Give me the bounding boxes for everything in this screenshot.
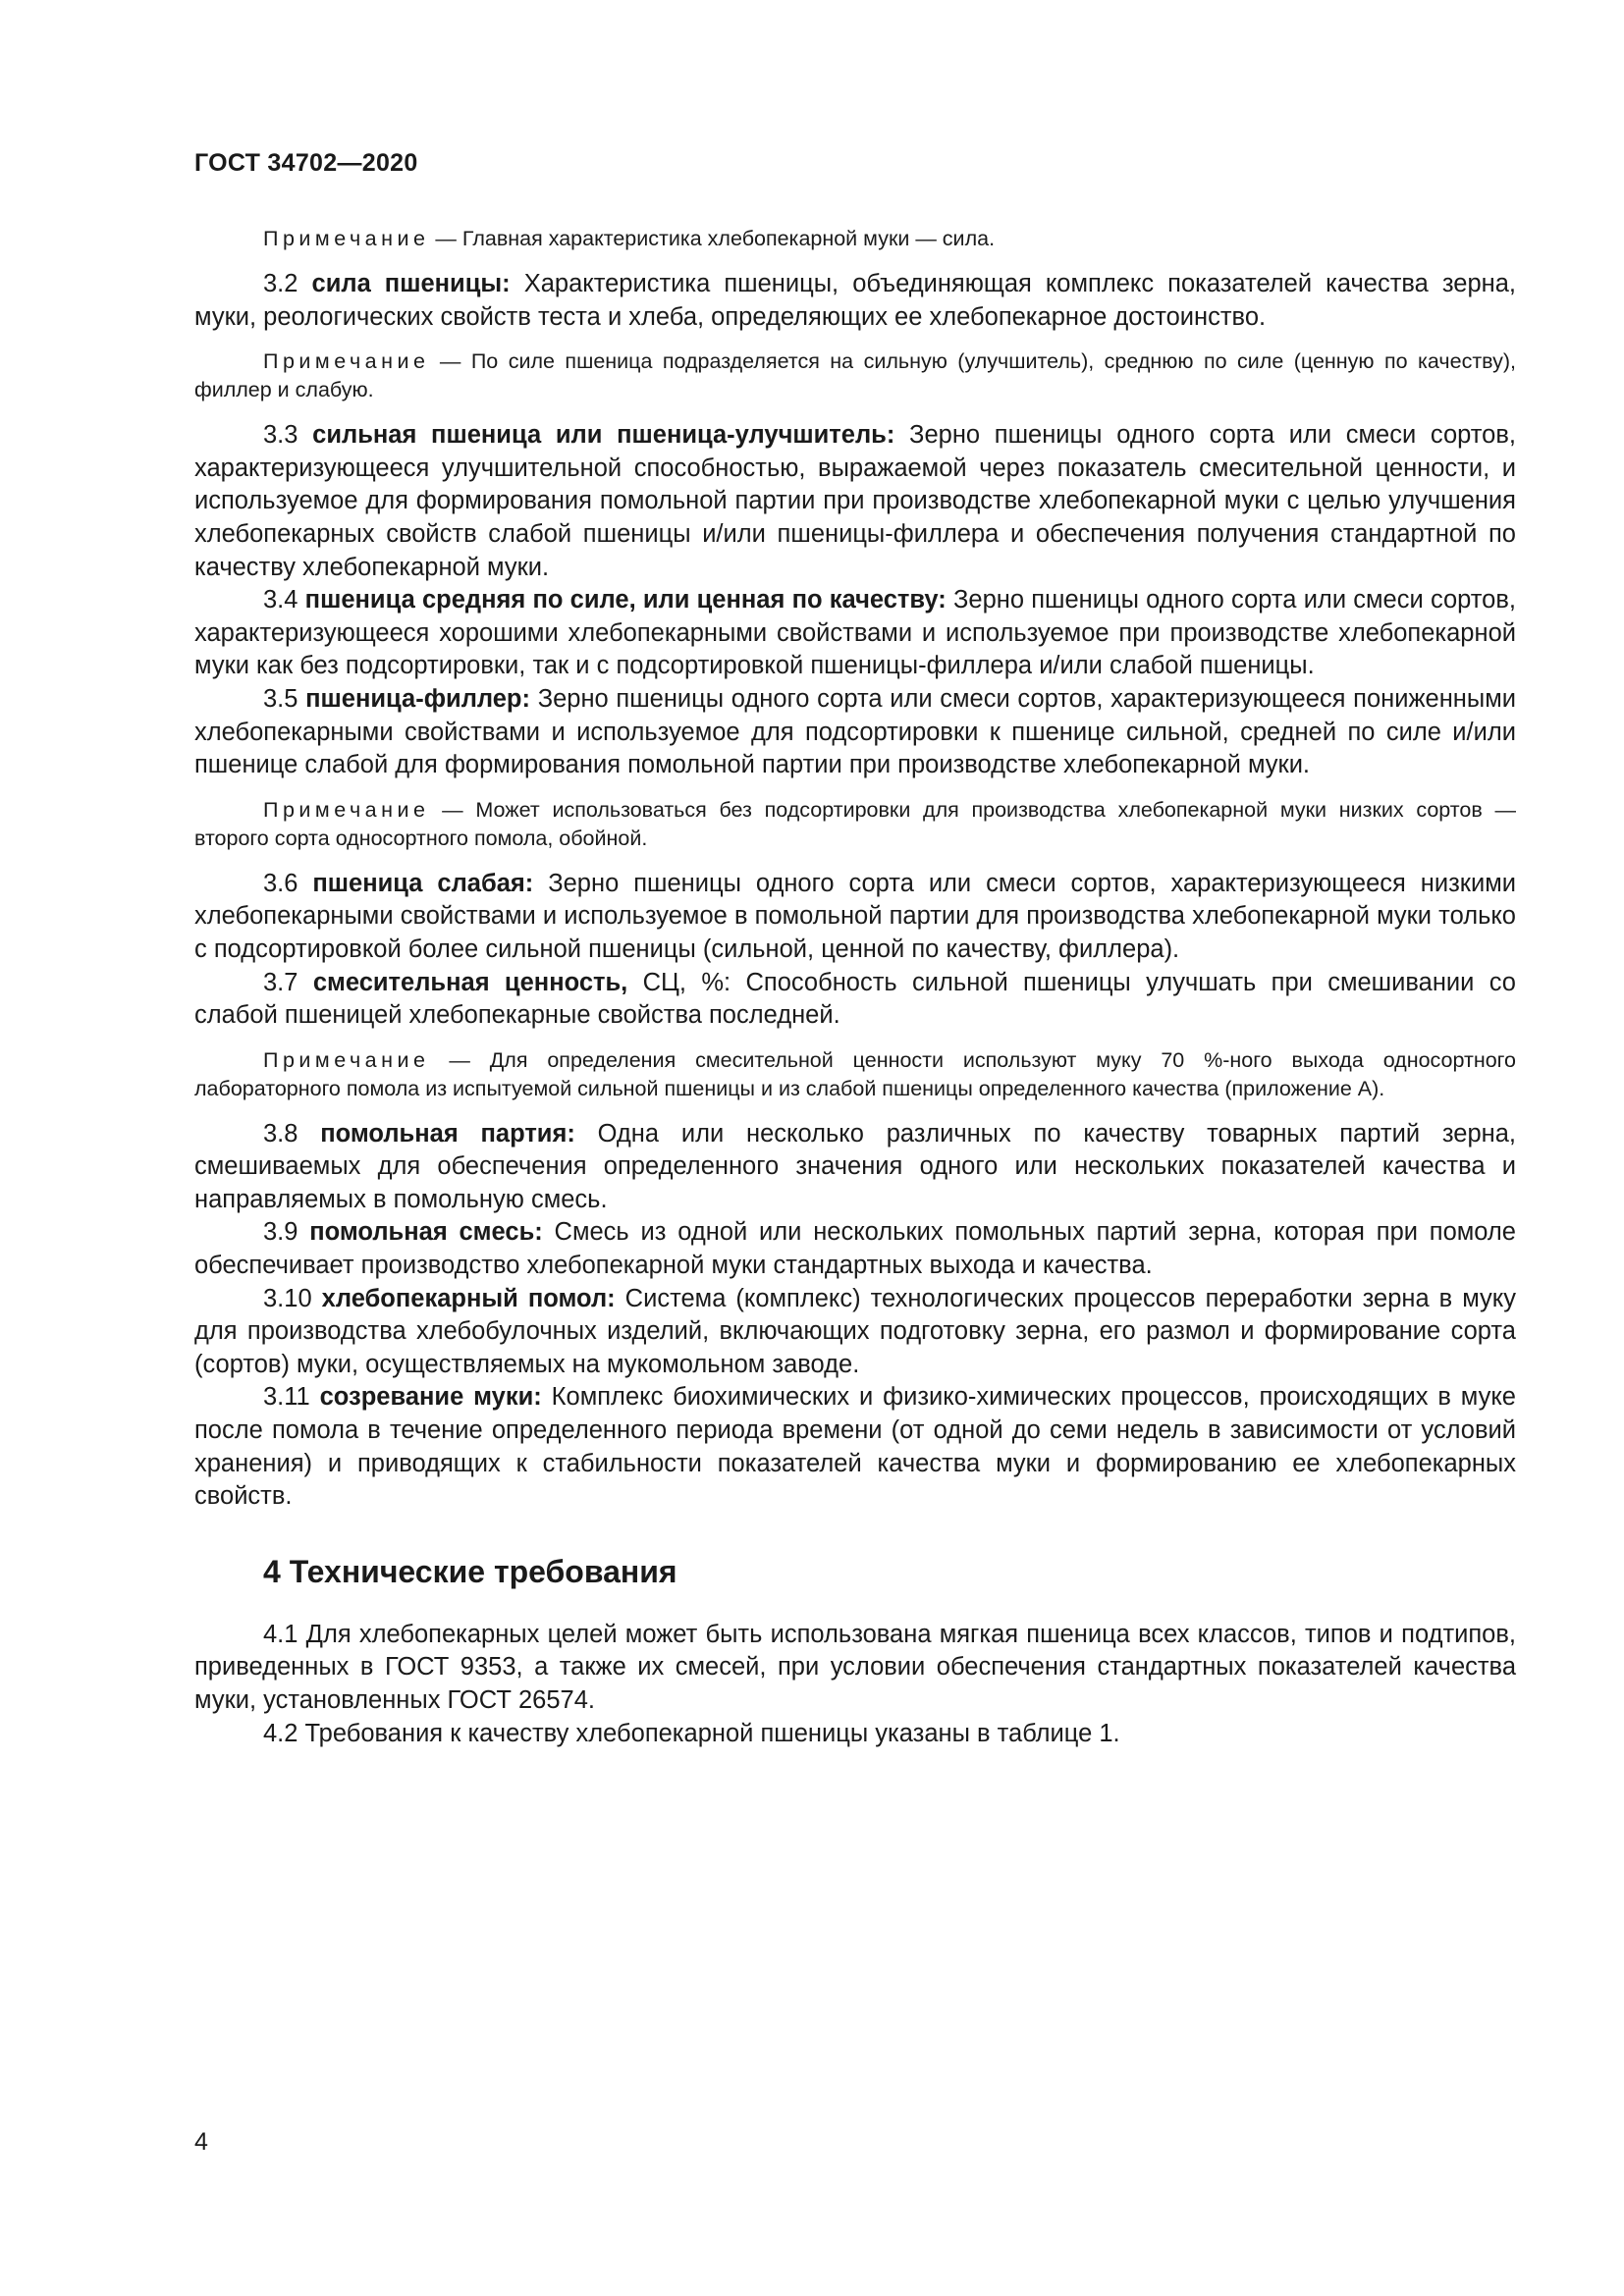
- term-name: сильная пшеница или пшеница-улучшитель:: [312, 421, 895, 450]
- term-number: 3.8: [263, 1119, 321, 1148]
- term-number: 3.3: [263, 421, 313, 450]
- clause-4-2: 4.2 Требования к качеству хлебопекарной пшеницы указаны в таблице 1.: [263, 1719, 1120, 1747]
- term-definition: Одна или несколько различных по качеству товарных партий зерна, смешиваемых для обеспечения определенного значения одного или нескольких показателей качества и направляемых в помольную смесь.: [194, 1119, 1516, 1213]
- term-name: смесительная ценность,: [312, 968, 628, 996]
- term-definition: Характеристика пшеницы, объединяющая комплекс показателей качества зерна, муки, реологических свойств теста и хлеба, определяющих ее хлебопекарное достоинство.: [194, 270, 1516, 331]
- term-3-2: [194, 268, 1516, 334]
- term-3-3: [194, 419, 1516, 584]
- term-3-9: [194, 1216, 1516, 1282]
- term-number: 3.9: [263, 1218, 310, 1247]
- term-number: 3.10: [263, 1284, 322, 1312]
- note-filler-use: [194, 796, 1516, 853]
- note-label: Примечание: [263, 1047, 430, 1072]
- note-main-characteristic: [194, 225, 1516, 253]
- term-name: хлебопекарный помол:: [321, 1284, 616, 1312]
- term-definition: Зерно пшеницы одного сорта или смеси сортов, характеризующееся хорошими хлебопекарными свойствами и используемое при производстве хлебопекарной муки как без подсортировки, так и с подсортировкой пшеницы-филлера и/или слабой пшеницы.: [194, 586, 1516, 680]
- section-heading-technical-requirements: 4 Технические требования: [263, 1553, 677, 1589]
- term-3-10: [194, 1283, 1516, 1382]
- document-code-header: ГОСТ 34702—2020: [194, 149, 418, 177]
- term-name: пшеница средняя по силе, или ценная по качеству:: [304, 586, 947, 614]
- term-name: пшеница-филлер:: [305, 684, 531, 713]
- note-label: Примечание: [263, 797, 430, 822]
- term-number: 3.11: [263, 1383, 320, 1412]
- term-definition: Смесь из одной или нескольких помольных партий зерна, которая при помоле обеспечивает производство хлебопекарной муки стандартных выхода и качества.: [194, 1218, 1516, 1280]
- term-name: помольная партия:: [320, 1119, 575, 1148]
- term-definition: Зерно пшеницы одного сорта или смеси сортов, характеризующееся улучшительной способностью, выражаемой через показатель смесительной ценности, и используемое для формирования помольной партии при производстве хлебопекарной муки с целью улучшения хлебопекарных свойств слабой пшеницы и/или пшеницы-филлера и обеспечения получения стандартной по качеству хлебопекарной муки.: [194, 421, 1516, 581]
- term-3-6: [194, 868, 1516, 967]
- term-3-8: [194, 1118, 1516, 1217]
- term-name: созревание муки:: [319, 1383, 542, 1412]
- term-number: 3.6: [263, 869, 313, 897]
- note-mixing-value: [194, 1046, 1516, 1103]
- term-number: 3.4: [263, 586, 305, 614]
- note-text: — По силе пшеница подразделяется на сильную (улучшитель), среднюю по силе (ценную по качеству), филлер и слабую.: [194, 349, 1516, 402]
- note-label: Примечание: [263, 227, 430, 250]
- note-wheat-strength: [194, 347, 1516, 404]
- term-definition: Комплекс биохимических и физико-химических процессов, происходящих в муке после помола в течение определенного периода времени (от одной до семи недель в зависимости от условий хранения) и приводящих к стабильности показателей качества муки и формированию ее хлебопекарных свойств.: [194, 1383, 1516, 1511]
- term-number: 3.7: [263, 968, 313, 996]
- term-name: пшеница слабая:: [312, 869, 534, 897]
- document-body: [194, 225, 1516, 1750]
- term-definition: Зерно пшеницы одного сорта или смеси сортов, характеризующееся низкими хлебопекарными свойствами и используемое в помольной партии для производства хлебопекарной муки только с подсортировкой более сильной пшеницы (сильной, ценной по качеству, филлера).: [194, 869, 1516, 963]
- term-name: помольная смесь:: [309, 1218, 543, 1247]
- term-definition: Система (комплекс) технологических процессов переработки зерна в муку для производства хлебобулочных изделий, включающих подготовку зерна, его размол и формирование сорта (сортов) муки, осуществляемых на мукомольном заводе.: [194, 1284, 1516, 1378]
- term-definition: СЦ, %: Способность сильной пшеницы улучшать при смешивании со слабой пшеницей хлебопекарные свойства последней.: [194, 968, 1516, 1030]
- term-number: 3.2: [263, 270, 312, 297]
- term-3-11: [194, 1381, 1516, 1513]
- note-text: — Может использоваться без подсортировки для производства хлебопекарной муки низких сортов — второго сорта односортного помола, обойной.: [194, 797, 1516, 850]
- page-number: 4: [194, 2128, 208, 2156]
- term-name: сила пшеницы:: [311, 270, 511, 297]
- note-text: — Для определения смесительной ценности используют муку 70 %-ного выхода односортного лабораторного помола из испытуемой сильной пшеницы и из слабой пшеницы определенного качества (приложение А).: [194, 1047, 1516, 1100]
- term-definition: Зерно пшеницы одного сорта или смеси сортов, характеризующееся пониженными хлебопекарными свойствами и используемое для подсортировки к пшенице сильной, средней по силе и/или пшенице слабой для формирования помольной партии при производстве хлебопекарной муки.: [194, 684, 1516, 779]
- term-number: 3.5: [263, 684, 306, 713]
- term-3-4: [194, 584, 1516, 683]
- note-label: Примечание: [263, 349, 430, 374]
- note-text: — Главная характеристика хлебопекарной муки — сила.: [429, 227, 996, 250]
- clause-4-1: 4.1 Для хлебопекарных целей может быть использована мягкая пшеница всех классов, типов и подтипов, приведенных в ГОСТ 9353, а также их смесей, при условии обеспечения стандартных показателей качества муки, установленных ГОСТ 26574.: [194, 1620, 1516, 1714]
- term-3-7: [194, 967, 1516, 1033]
- term-3-5: [194, 683, 1516, 782]
